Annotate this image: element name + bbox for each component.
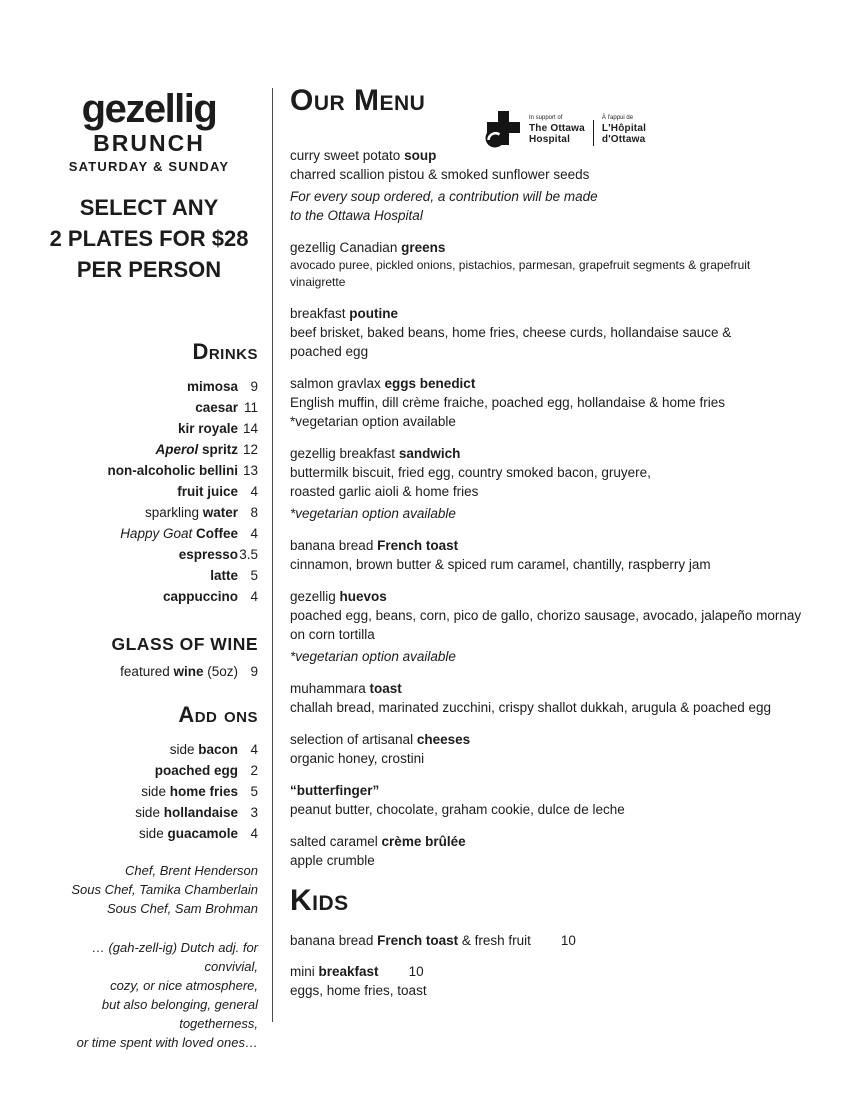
column-divider (272, 88, 273, 1022)
drink-item-price: 8 (250, 505, 258, 521)
hospital-name-english (529, 115, 585, 145)
addon-item-price: 4 (250, 826, 258, 842)
brand-brunch-label: BRUNCH (93, 130, 205, 156)
menu-item (290, 374, 838, 431)
menu-item-name (290, 374, 838, 393)
addons-list (40, 739, 258, 844)
hospital-name-fr-line2: d'Ottawa (601, 134, 646, 145)
drink-item (40, 376, 258, 397)
menu-item-description: organic honey, crostini (290, 751, 425, 766)
text-segment: side (169, 742, 199, 758)
drink-item (40, 586, 258, 607)
menu-item-name (290, 781, 838, 800)
addon-item (40, 739, 258, 760)
offer-line-3: PER PERSON (76, 257, 222, 283)
text-segment: muhammara (290, 681, 370, 696)
drink-item (40, 544, 258, 565)
text-segment: gezellig breakfast (290, 446, 399, 461)
addon-item-price: 3 (250, 805, 258, 821)
menu-heading: Our Menu (290, 84, 426, 117)
text-segment: cappuccino (162, 589, 238, 605)
wine-heading: GLASS OF WINE (111, 634, 258, 655)
menu-item-name (290, 304, 838, 323)
addon-item-name (135, 802, 238, 823)
menu-item-description: peanut butter, chocolate, graham cookie, dulce de leche (290, 802, 625, 817)
drink-item-name (120, 523, 238, 544)
kids-item-description: eggs, home fries, toast (290, 983, 427, 998)
drink-item (40, 418, 258, 439)
menu-item-name (290, 444, 838, 463)
menu-item-description: challah bread, marinated zucchini, crispy shallot dukkah, arugula & poached egg (290, 700, 772, 715)
menu-item-name (290, 536, 838, 555)
kids-item-name (290, 962, 838, 981)
addon-item-name (170, 739, 238, 760)
hospital-name-en-line2: Hospital (529, 134, 571, 145)
addon-item (40, 823, 258, 844)
hospital-name-fr-line1: L'Hôpital (601, 123, 647, 134)
kids-item (290, 931, 838, 950)
text-segment: side (141, 784, 170, 800)
definition-line: cozy, or nice atmosphere, (110, 978, 258, 994)
text-segment: greens (401, 240, 446, 255)
menu-item-name (290, 587, 838, 606)
wine-list (40, 661, 258, 682)
text-segment: side (138, 826, 168, 842)
definition-line: or time spent with loved ones… (76, 1035, 258, 1051)
offer-text (40, 192, 258, 285)
text-segment: mimosa (186, 379, 238, 395)
text-segment: French toast (377, 538, 459, 553)
menu-item-description: buttermilk biscuit, fried egg, country smoked bacon, gruyere, (290, 465, 651, 480)
drink-item-price: 4 (250, 589, 258, 605)
menu-item (290, 781, 838, 819)
menu-item-description: vinaigrette (290, 275, 346, 289)
brand-block (40, 88, 258, 174)
staff-line: Chef, Brent Henderson (125, 863, 258, 879)
menu-item (290, 587, 838, 666)
text-segment: “butterfinger” (290, 783, 380, 798)
addon-item-name (139, 823, 238, 844)
addon-item (40, 802, 258, 823)
addon-item-name (155, 760, 238, 781)
hospital-logo-divider (593, 120, 594, 146)
drink-item-price: 5 (250, 568, 258, 584)
addon-item (40, 781, 258, 802)
staff-line: Sous Chef, Tamika Chamberlain (71, 882, 258, 898)
staff-credits (40, 861, 258, 918)
drink-item-price: 14 (242, 421, 258, 437)
drink-item-name (163, 586, 238, 607)
menu-item-description: *vegetarian option available (290, 649, 456, 664)
text-segment: caesar (195, 400, 238, 416)
menu-item-description: to the Ottawa Hospital (290, 208, 423, 223)
text-segment: latte (210, 568, 238, 584)
text-segment: kir royale (177, 421, 238, 437)
kids-item-price: 10 (560, 933, 576, 948)
menu-item (290, 730, 838, 768)
drink-item-name (210, 565, 238, 586)
text-segment: gezellig (290, 589, 340, 604)
menu-item-description: English muffin, dill crème fraiche, poached egg, hollandaise & home fries (290, 395, 725, 410)
drink-item-price: 4 (250, 484, 258, 500)
menu-item-name (290, 832, 838, 851)
definition-line: … (gah-zell-ig) Dutch adj. for convivial, (91, 940, 258, 975)
text-segment: soup (404, 148, 437, 163)
text-segment: hollandaise (163, 805, 238, 821)
menu-item-description: cinnamon, brown butter & spiced rum caramel, chantilly, raspberry jam (290, 557, 711, 572)
text-segment: Aperol (155, 442, 199, 458)
text-segment: cheeses (416, 732, 471, 747)
drink-item-name (195, 397, 238, 418)
drink-item-price: 3.5 (239, 547, 258, 563)
text-segment: banana bread (290, 538, 378, 553)
drink-item-name (177, 481, 238, 502)
menu-item (290, 444, 838, 523)
definition-line: but also belonging, general togetherness, (101, 997, 258, 1032)
addon-item-price: 2 (250, 763, 258, 779)
menu-item-description: on corn tortilla (290, 627, 375, 642)
addon-item-price: 5 (250, 784, 258, 800)
brand-wordmark: gezellig (81, 87, 217, 131)
menu-item-description: roasted garlic aioli & home fries (290, 484, 479, 499)
drink-item (40, 502, 258, 523)
text-segment: mini (290, 964, 319, 979)
text-segment: espresso (178, 547, 238, 563)
hospital-support-fr: À l'appui de (601, 115, 634, 121)
menu-items (290, 146, 838, 870)
menu-item (290, 832, 838, 870)
menu-item-description: avocado puree, pickled onions, pistachios, parmesan, grapefruit segments & grapefruit (290, 258, 751, 272)
text-segment: gezellig Canadian (290, 240, 402, 255)
drink-item (40, 523, 258, 544)
text-segment: home fries (169, 784, 238, 800)
drink-item-price: 4 (250, 526, 258, 542)
menu-item-description: beef brisket, baked beans, home fries, cheese curds, hollandaise sauce & (290, 325, 732, 340)
drink-item-price: 11 (243, 400, 258, 416)
menu-item (290, 304, 838, 361)
text-segment: toast (369, 681, 402, 696)
menu-item (290, 238, 838, 291)
menu-item-description: *vegetarian option available (290, 506, 456, 521)
menu-item-description: apple crumble (290, 853, 375, 868)
offer-line-1: SELECT ANY (79, 195, 219, 221)
drink-item (40, 397, 258, 418)
addon-item-name (141, 781, 238, 802)
menu-item (290, 146, 838, 225)
menu-item-name (290, 238, 838, 257)
drink-item-name (178, 418, 238, 439)
menu-item-description: For every soup ordered, a contribution will be made (290, 189, 598, 204)
text-segment: wine (173, 664, 204, 680)
text-segment: banana bread (290, 933, 378, 948)
menu-item-description: poached egg (290, 344, 369, 359)
hospital-name-en-line1: The Ottawa (529, 123, 585, 134)
menu-item-description: *vegetarian option available (290, 414, 456, 429)
drink-item-price: 9 (250, 379, 258, 395)
drink-item-price: 12 (242, 442, 258, 458)
hospital-name-french (602, 115, 646, 145)
text-segment: curry sweet potato (290, 148, 405, 163)
text-segment: poutine (349, 306, 399, 321)
text-segment: water (202, 505, 238, 521)
text-segment: featured (120, 664, 174, 680)
left-column (40, 88, 258, 1052)
text-segment: non-alcoholic bellini (107, 463, 238, 479)
gezellig-definition (40, 938, 258, 1052)
text-segment: side (135, 805, 164, 821)
drink-item-price: 13 (242, 463, 258, 479)
kids-item (290, 962, 838, 1000)
wine-item-name (120, 661, 238, 682)
text-segment: crème brûlée (381, 834, 466, 849)
text-segment: Coffee (195, 526, 238, 542)
offer-line-2: 2 PLATES FOR $28 (49, 226, 249, 252)
kids-heading: Kids (290, 884, 349, 917)
kids-item-price: 10 (408, 964, 424, 979)
text-segment: poached egg (154, 763, 238, 779)
drinks-list (40, 376, 258, 607)
text-segment: eggs benedict (384, 376, 476, 391)
text-segment: French toast (377, 933, 459, 948)
text-segment: breakfast (318, 964, 379, 979)
text-segment: guacamole (167, 826, 238, 842)
drink-item-name (155, 439, 238, 460)
text-segment: (5oz) (203, 664, 238, 680)
drink-item (40, 439, 258, 460)
text-segment: salted caramel (290, 834, 382, 849)
kids-items (290, 931, 838, 1000)
text-segment: & fresh fruit (458, 933, 531, 948)
staff-line: Sous Chef, Sam Brohman (106, 901, 258, 917)
text-segment: selection of artisanal (290, 732, 417, 747)
drink-item-name (107, 460, 238, 481)
drink-item-name (145, 502, 238, 523)
text-segment: fruit juice (177, 484, 238, 500)
wine-item-price: 9 (250, 664, 258, 680)
addon-item (40, 760, 258, 781)
wine-item (40, 661, 258, 682)
drink-item (40, 460, 258, 481)
menu-item-name (290, 679, 838, 698)
text-segment: sparkling (144, 505, 203, 521)
brand-days-label: SATURDAY & SUNDAY (68, 159, 230, 175)
text-segment: sandwich (398, 446, 461, 461)
drink-item (40, 481, 258, 502)
drink-item-name (179, 544, 238, 565)
menu-item-description: charred scallion pistou & smoked sunflower seeds (290, 167, 590, 182)
right-column (290, 86, 838, 1012)
text-segment: huevos (339, 589, 387, 604)
hospital-cross-icon (485, 110, 521, 150)
text-segment: bacon (198, 742, 238, 758)
addons-heading: Add ons (178, 702, 258, 728)
menu-item-description: poached egg, beans, corn, pico de gallo, chorizo sausage, avocado, jalapeño mornay (290, 608, 802, 623)
drink-item (40, 565, 258, 586)
drinks-heading: Drinks (192, 339, 258, 365)
menu-item (290, 536, 838, 574)
kids-item-name (290, 931, 838, 950)
addon-item-price: 4 (250, 742, 258, 758)
text-segment: Happy Goat (120, 526, 196, 542)
hospital-support-en: In support of (529, 115, 563, 121)
text-segment: breakfast (290, 306, 350, 321)
drink-item-name (187, 376, 238, 397)
hospital-logo (485, 110, 646, 150)
text-segment: salmon gravlax (290, 376, 385, 391)
menu-item (290, 679, 838, 717)
menu-item-name (290, 730, 838, 749)
text-segment: spritz (198, 442, 238, 458)
